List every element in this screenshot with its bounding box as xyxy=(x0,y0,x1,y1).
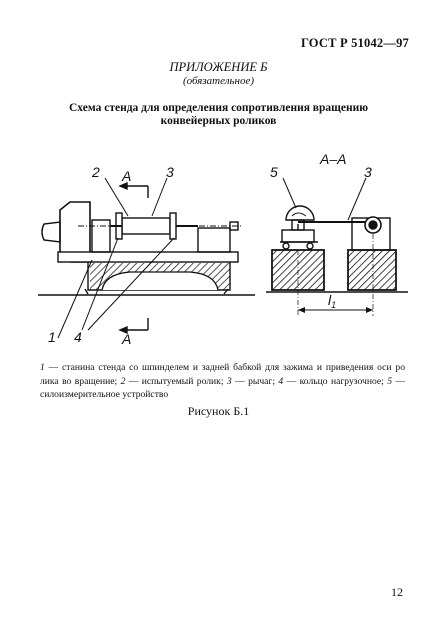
legend-text-1: — станина стенда со шпинделем и задней бабкой для зажима и приведения оси ро лика во вращение; xyxy=(40,362,405,387)
dimension-label xyxy=(328,292,336,310)
legend-text-5: — силоизмерительное устройство xyxy=(40,375,406,400)
label-2: 2 xyxy=(92,164,100,180)
legend-num-2: 2 xyxy=(120,375,126,387)
dimension-label-l: l xyxy=(328,292,332,308)
legend-text-3: — рычаг; xyxy=(231,375,279,387)
legend-num-3: 3 xyxy=(226,375,232,387)
page-number: 12 xyxy=(391,585,403,599)
appendix-note: (обязательное) xyxy=(182,75,255,87)
stand-scheme-drawing xyxy=(30,150,410,345)
standard-number: ГОСТ Р 51042—97 xyxy=(300,36,409,50)
label-3: 3 xyxy=(166,164,174,180)
appendix-title: ПРИЛОЖЕНИЕ Б xyxy=(169,60,268,74)
section-arrow-label-top: A xyxy=(122,168,132,184)
label-5: 5 xyxy=(270,164,278,180)
label-1: 1 xyxy=(48,329,56,345)
legend-num-5: 5 xyxy=(387,375,393,387)
dimension-label-sub: 1 xyxy=(331,300,337,310)
section-label: А–А xyxy=(320,151,347,167)
scheme-title-line1: Схема стенда для определения сопротивления вращению xyxy=(68,102,369,114)
legend-num-4: 4 xyxy=(278,375,284,387)
side-view xyxy=(38,178,255,338)
label-4: 4 xyxy=(74,329,82,345)
scheme-title-line2: конвейерных роликов xyxy=(160,115,277,127)
section-view xyxy=(266,178,408,316)
figure-caption-legend xyxy=(40,361,405,402)
legend-text-4: — кольцо нагрузочное; xyxy=(283,375,388,387)
legend-text-2: — испытуемый ролик; xyxy=(125,375,227,387)
section-arrow-label-bottom: A xyxy=(122,331,132,345)
figure-label: Рисунок Б.1 xyxy=(187,404,250,418)
legend-num-1: 1 xyxy=(40,362,45,373)
label-3-section: 3 xyxy=(364,164,372,180)
scheme-title xyxy=(60,102,377,128)
